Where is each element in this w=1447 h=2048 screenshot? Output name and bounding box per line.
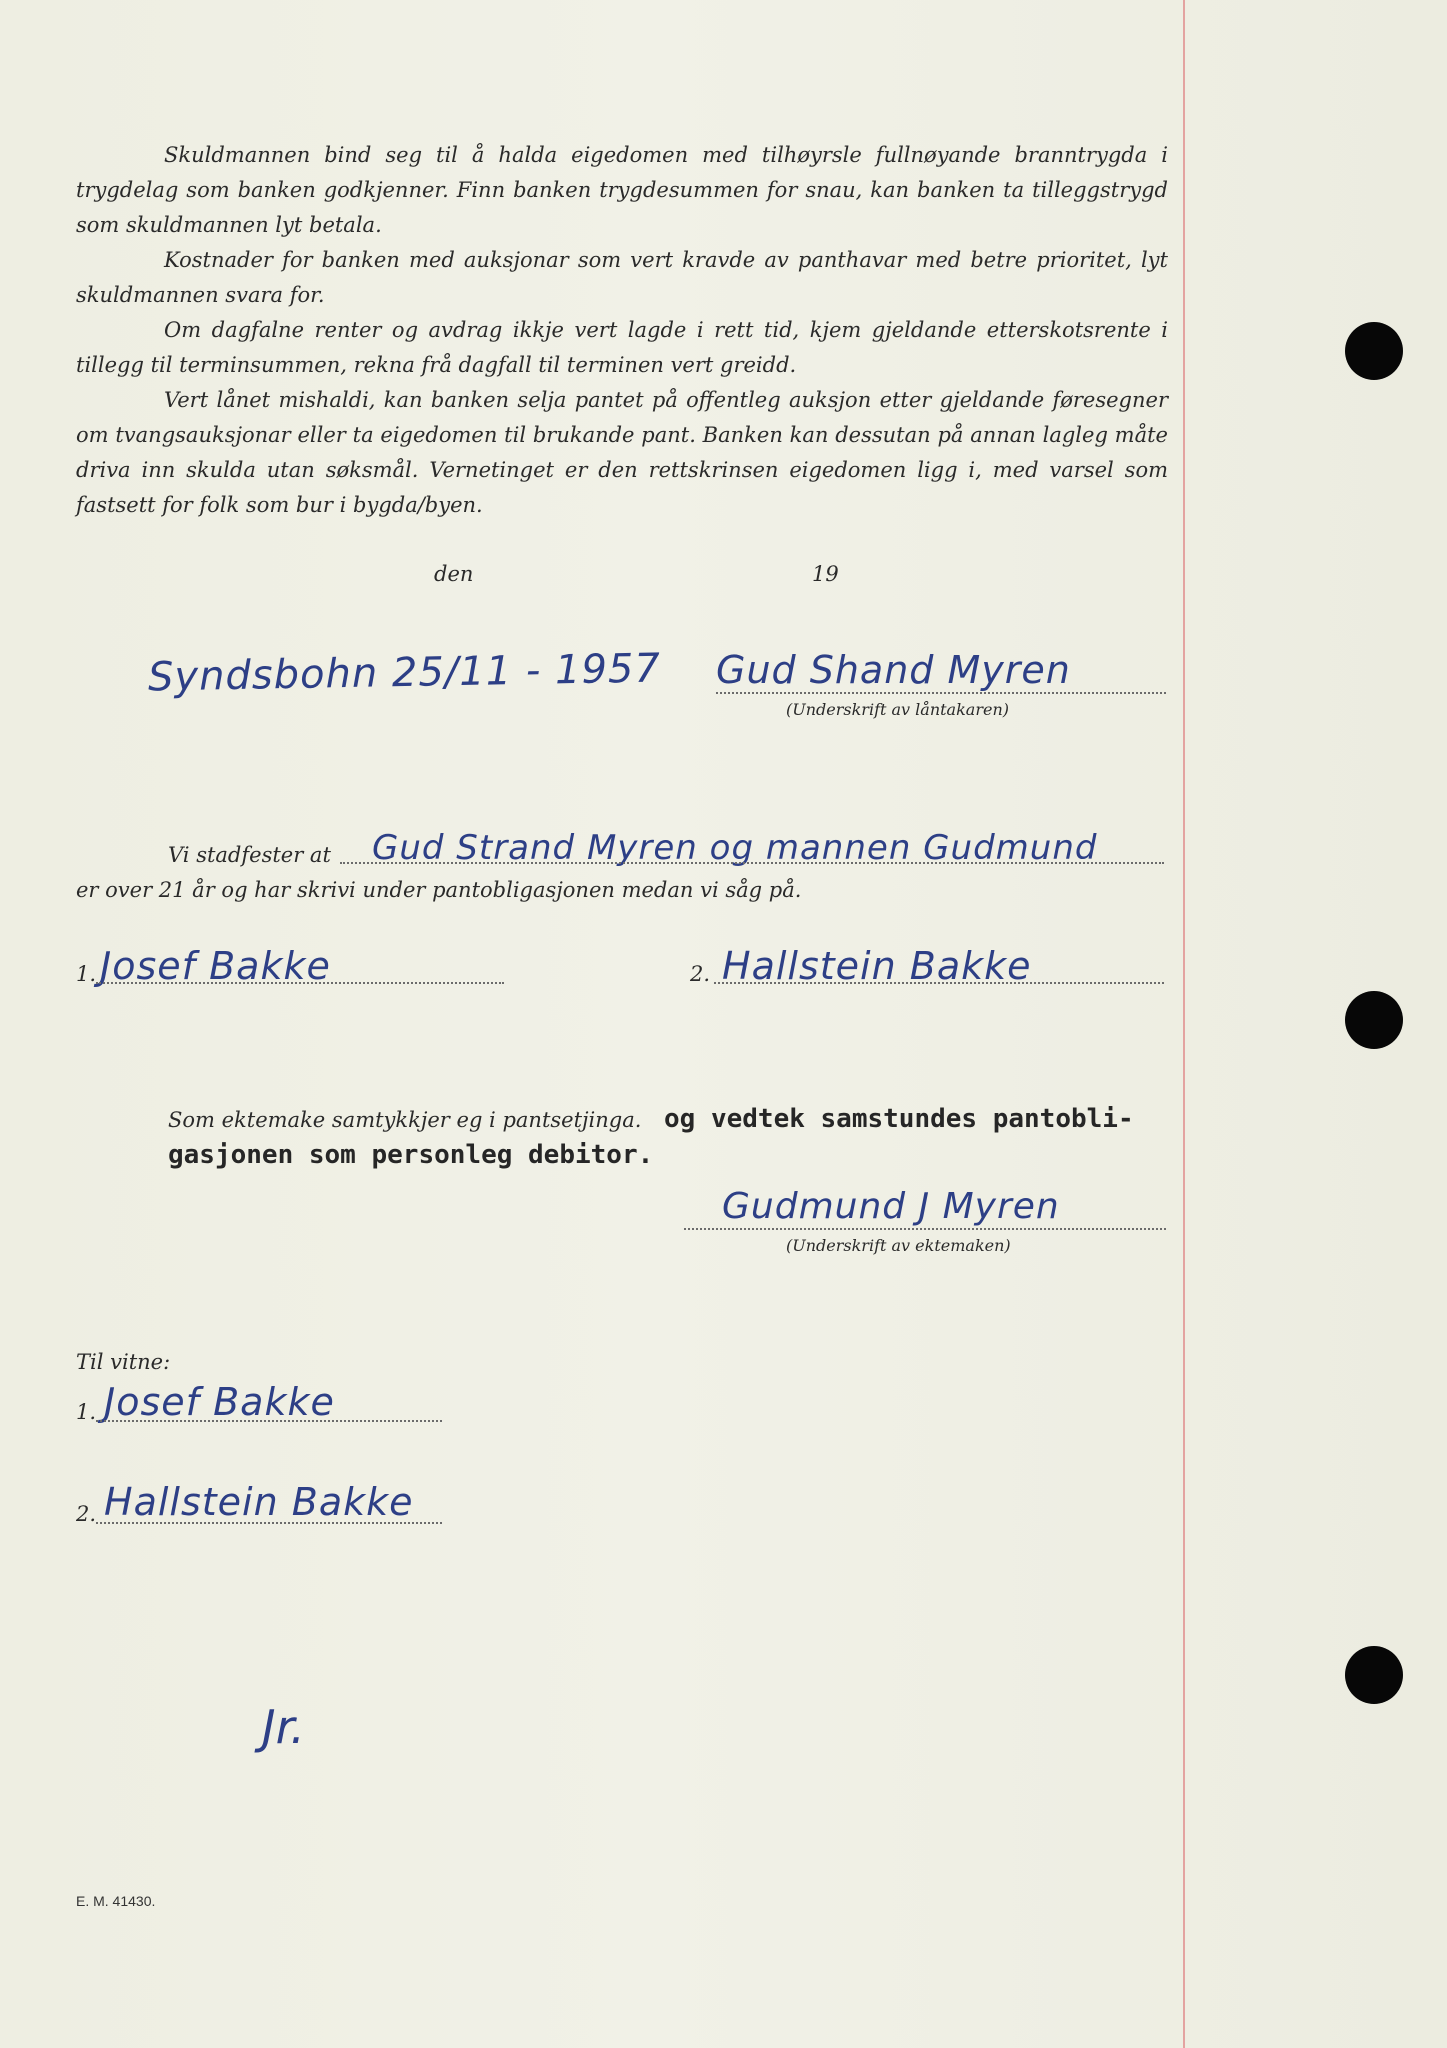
paragraph-late-interest: Om dagfalne renter og avdrag ikkje vert lagde i rett tid, kjem gjeldande etterskotsrente i tillegg til terminsummen, rekna frå dagfall til terminen vert greidd. (76, 318, 1168, 377)
borrower-signature: Gud Shand Myren (716, 648, 1071, 692)
witness-1-line (96, 982, 504, 984)
witness-1-number: 1. (76, 962, 97, 986)
bottom-witness-1-line (96, 1420, 442, 1422)
year-label: 19 (812, 562, 839, 586)
paragraph-fire-insurance: Skuldmannen bind seg til å halda eigedomen med tilhøyrsle fullnøyande branntrygda i trygdelag som banken godkjenner. Finn banken trygdesummen for snau, kan banken ta tilleggstrygd som skuldmannen lyt betala. (76, 143, 1168, 237)
paragraph-default: Vert lånet mishaldi, kan banken selja pantet på offentleg auksjon etter gjeldande føresegner om tvangsauksjonar eller ta eigedomen til brukande pant. Banken kan dessutan på annan lagleg måte driva inn skulda utan søksmål. Vernetinget er den rettskrinsen eigedomen ligg i, med varsel som fastsett for folk som bur i bygda/byen. (76, 388, 1168, 517)
form-number: E. M. 41430. (76, 1893, 156, 1909)
spouse-typed-line1: og vedtek samstundes pantobli- (664, 1104, 1134, 1134)
spouse-signature-line (684, 1228, 1166, 1230)
spouse-caption: (Underskrift av ektemaken) (786, 1236, 1011, 1255)
witness-2-line (714, 982, 1164, 984)
red-margin-line (1183, 0, 1185, 2048)
bottom-witness-2-signature: Hallstein Bakke (104, 1480, 414, 1524)
bottom-witness-1-signature: Josef Bakke (104, 1380, 335, 1424)
witness-2-signature: Hallstein Bakke (722, 944, 1032, 988)
confirmation-prefix: Vi stadfester at (168, 843, 331, 867)
spouse-consent-printed: Som ektemake samtykkjer eg i pantsetjinga. (168, 1108, 642, 1132)
confirmation-line2: er over 21 år og har skrivi under pantobligasjonen medan vi såg på. (76, 878, 802, 902)
spouse-typed-line2: gasjonen som personleg debitor. (168, 1140, 654, 1170)
confirmation-names-handwritten: Gud Strand Myren og mannen Gudmund (372, 828, 1098, 868)
witness-heading: Til vitne: (76, 1350, 171, 1374)
punch-hole (1345, 991, 1403, 1049)
bottom-witness-2-number: 2. (76, 1502, 97, 1526)
witness-2-number: 2. (690, 962, 711, 986)
den-label: den (434, 562, 474, 586)
place-date-handwritten: Syndsbohn 25/11 - 1957 (147, 645, 662, 701)
confirmation-line (340, 862, 1164, 864)
borrower-signature-line (716, 692, 1166, 694)
initials-handwritten: Jr. (262, 1700, 305, 1754)
punch-hole (1345, 322, 1403, 380)
borrower-caption: (Underskrift av låntakaren) (786, 700, 1009, 719)
punch-hole (1345, 1646, 1403, 1704)
bottom-witness-2-line (96, 1522, 442, 1524)
bottom-witness-1-number: 1. (76, 1400, 97, 1424)
paragraph-auction-costs: Kostnader for banken med auksjonar som vert kravde av panthavar med betre prioritet, lyt skuldmannen svara for. (76, 248, 1168, 307)
witness-1-signature: Josef Bakke (100, 944, 331, 988)
spouse-signature: Gudmund J Myren (722, 1186, 1060, 1227)
